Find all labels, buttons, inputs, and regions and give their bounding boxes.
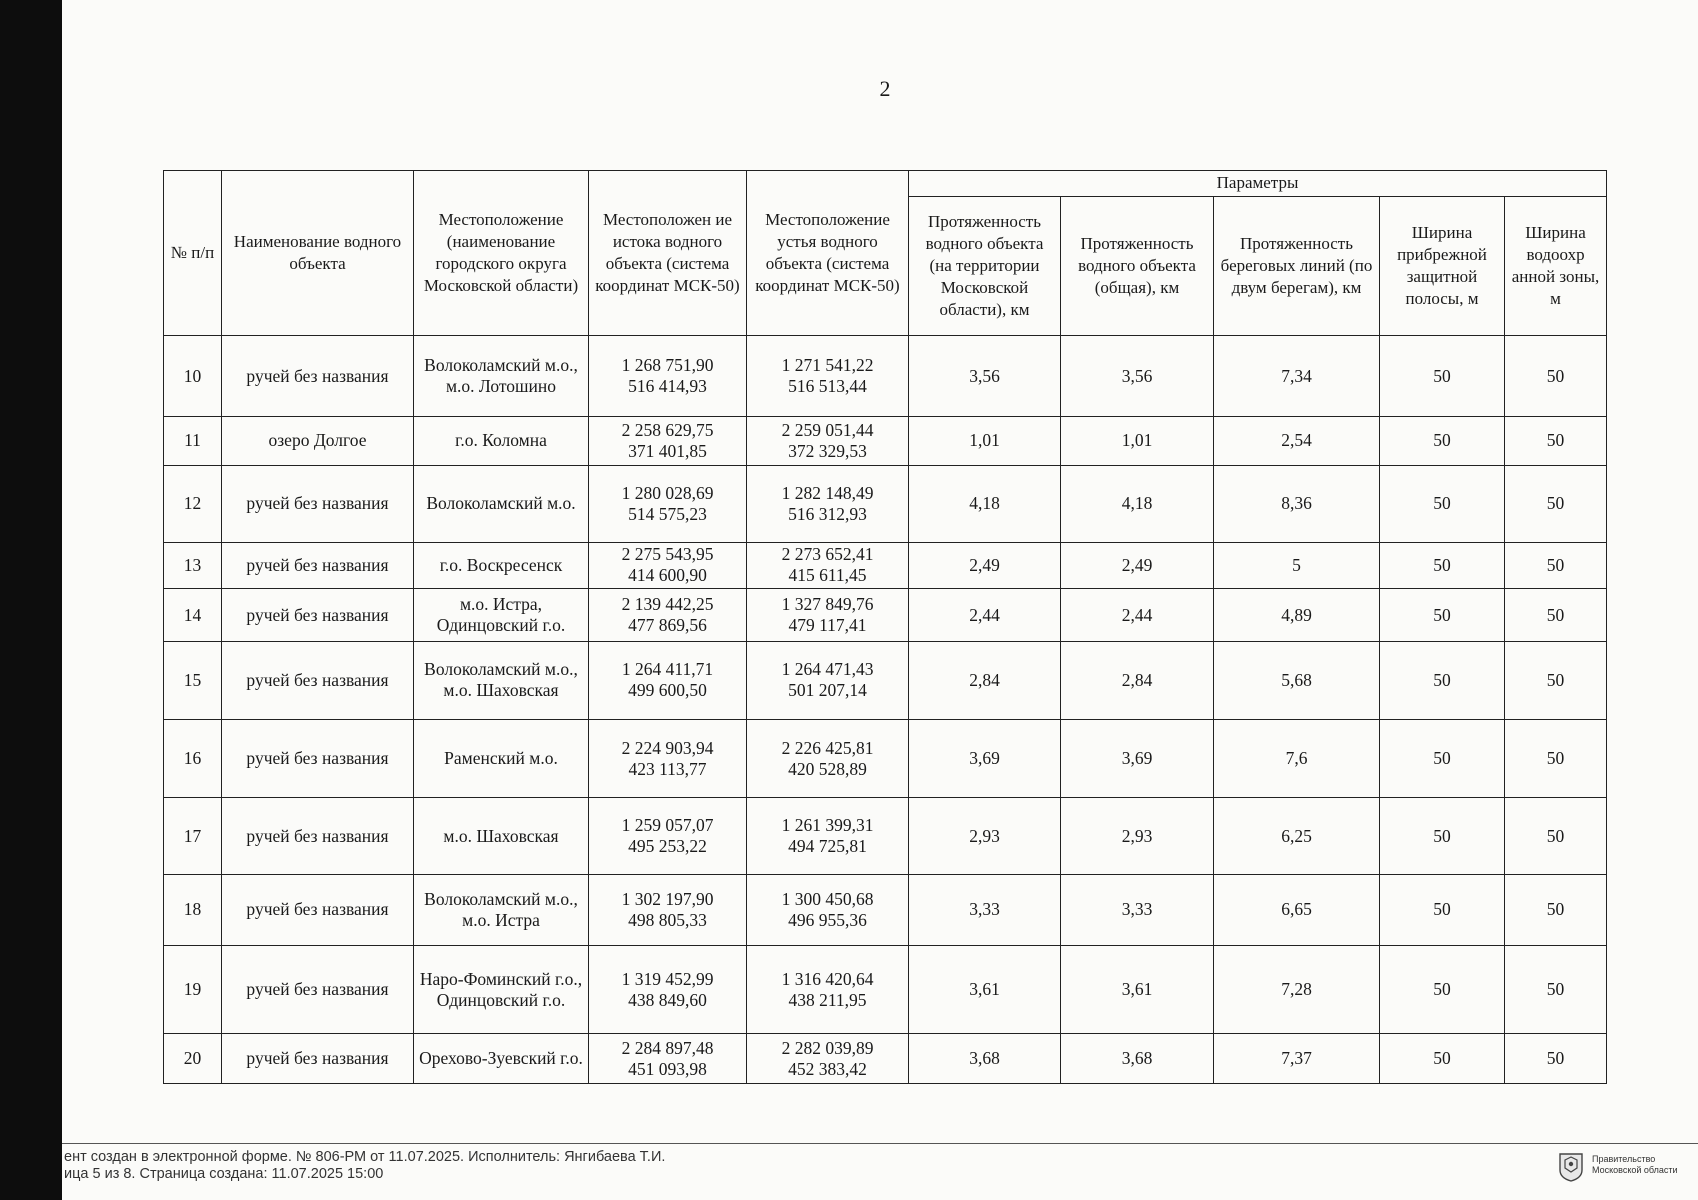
row-mouth-x: 1 327 849,76 [781,594,874,615]
row-source-x: 1 259 057,07 [621,815,714,836]
row-mouth [747,589,909,642]
water-objects-table [163,170,1607,1084]
row-mouth-x: 2 273 652,41 [781,544,874,565]
row-strip: 50 [1380,542,1505,588]
row-mouth-x: 2 282 039,89 [781,1037,874,1058]
header-location: Местоположение (наименование городского округа Московской области) [414,171,589,336]
table-row [164,417,1607,466]
row-mouth-y: 494 725,81 [788,836,867,857]
row-shore: 4,89 [1214,589,1380,642]
row-zone: 50 [1505,1034,1607,1084]
row-location: м.о. Шаховская [414,798,589,875]
row-name: ручей без названия [222,719,414,797]
row-source-x: 2 258 629,75 [621,419,714,440]
row-source-x: 2 284 897,48 [621,1037,714,1058]
table-row [164,589,1607,642]
row-strip: 50 [1380,875,1505,946]
row-mouth-x: 1 271 541,22 [781,355,874,376]
row-zone: 50 [1505,719,1607,797]
row-mouth-y: 438 211,95 [788,989,867,1010]
table-row [164,798,1607,875]
row-zone: 50 [1505,945,1607,1034]
table-row [164,465,1607,542]
row-length-total: 1,01 [1061,417,1214,466]
row-source-x: 1 264 411,71 [621,659,714,680]
row-length-total: 3,68 [1061,1034,1214,1084]
row-mouth-y: 501 207,14 [788,680,867,701]
row-length-mo: 2,93 [909,798,1061,875]
row-zone: 50 [1505,417,1607,466]
row-location: г.о. Воскресенск [414,542,589,588]
header-shore-length: Протяженность береговых линий (по двум берегам), км [1214,197,1380,336]
row-mouth-y: 479 117,41 [788,615,867,636]
row-source-y: 414 600,90 [628,565,707,586]
row-shore: 8,36 [1214,465,1380,542]
row-mouth-y: 496 955,36 [788,909,867,930]
row-source-y: 423 113,77 [628,758,707,779]
row-num: 12 [164,465,222,542]
row-source-y: 438 849,60 [628,989,707,1010]
row-num: 13 [164,542,222,588]
header-num: № п/п [164,171,222,336]
row-source [589,798,747,875]
row-source-x: 1 302 197,90 [621,888,714,909]
row-source-x: 1 319 452,99 [621,968,714,989]
row-length-mo: 3,56 [909,336,1061,417]
row-source-y: 477 869,56 [628,615,707,636]
row-location: Раменский м.о. [414,719,589,797]
header-mouth: Местоположение устья водного объекта (система координат МСК-50) [747,171,909,336]
row-name: озеро Долгое [222,417,414,466]
row-source [589,641,747,719]
row-name: ручей без названия [222,589,414,642]
row-zone: 50 [1505,336,1607,417]
row-mouth [747,417,909,466]
row-location: Волоколамский м.о., м.о. Шаховская [414,641,589,719]
row-length-total: 3,56 [1061,336,1214,417]
row-name: ручей без названия [222,641,414,719]
row-source-y: 498 805,33 [628,909,707,930]
table-row [164,945,1607,1034]
footer-divider [62,1143,1698,1144]
row-source-y: 495 253,22 [628,836,707,857]
row-mouth [747,798,909,875]
row-location: Наро-Фоминский г.о., Одинцовский г.о. [414,945,589,1034]
row-name: ручей без названия [222,1034,414,1084]
row-strip: 50 [1380,1034,1505,1084]
row-mouth [747,875,909,946]
row-strip: 50 [1380,417,1505,466]
row-num: 16 [164,719,222,797]
row-mouth [747,945,909,1034]
row-strip: 50 [1380,798,1505,875]
row-source [589,1034,747,1084]
scan-left-edge [0,0,62,1200]
row-shore: 7,6 [1214,719,1380,797]
row-length-total: 2,93 [1061,798,1214,875]
row-strip: 50 [1380,641,1505,719]
org-label: Правительство Московской области [1592,1154,1678,1175]
row-source [589,945,747,1034]
row-zone: 50 [1505,589,1607,642]
row-length-total: 3,69 [1061,719,1214,797]
row-location: Орехово-Зуевский г.о. [414,1034,589,1084]
row-mouth-y: 452 383,42 [788,1058,867,1079]
row-length-mo: 2,49 [909,542,1061,588]
footer-line-1: ент создан в электронной форме. № 806-РМ от 11.07.2025. Исполнитель: Янгибаева Т.И. [64,1149,666,1165]
row-length-total: 2,44 [1061,589,1214,642]
row-strip: 50 [1380,719,1505,797]
row-shore: 7,37 [1214,1034,1380,1084]
row-mouth [747,1034,909,1084]
row-mouth [747,719,909,797]
row-num: 10 [164,336,222,417]
header-source: Местоположен ие истока водного объекта (система координат МСК-50) [589,171,747,336]
row-source-x: 2 224 903,94 [621,737,714,758]
row-source-y: 516 414,93 [628,376,707,397]
moscow-oblast-emblem-icon [1558,1152,1584,1182]
row-mouth [747,641,909,719]
table-row [164,719,1607,797]
header-coastal-strip: Ширина прибрежной защитной полосы, м [1380,197,1505,336]
row-name: ручей без названия [222,542,414,588]
row-strip: 50 [1380,465,1505,542]
row-mouth-x: 1 316 420,64 [781,968,874,989]
row-mouth-y: 372 329,53 [788,440,867,461]
table-row [164,875,1607,946]
row-zone: 50 [1505,641,1607,719]
row-length-total: 2,49 [1061,542,1214,588]
header-length-total: Протяженность водного объекта (общая), км [1061,197,1214,336]
row-mouth-x: 1 300 450,68 [781,888,874,909]
row-source [589,336,747,417]
row-mouth [747,465,909,542]
row-location: Волоколамский м.о., м.о. Истра [414,875,589,946]
footer-line-2: ица 5 из 8. Страница создана: 11.07.2025 15:00 [64,1166,384,1182]
row-shore: 7,34 [1214,336,1380,417]
row-name: ручей без названия [222,336,414,417]
row-mouth-y: 420 528,89 [788,758,867,779]
row-strip: 50 [1380,336,1505,417]
row-name: ручей без названия [222,798,414,875]
header-params: Параметры [909,171,1607,197]
row-shore: 6,65 [1214,875,1380,946]
header-protection-zone: Ширина водоохр анной зоны, м [1505,197,1607,336]
row-length-mo: 1,01 [909,417,1061,466]
row-mouth-x: 1 264 471,43 [781,659,874,680]
row-mouth [747,336,909,417]
row-num: 19 [164,945,222,1034]
table-row [164,641,1607,719]
row-zone: 50 [1505,465,1607,542]
row-shore: 5,68 [1214,641,1380,719]
row-num: 18 [164,875,222,946]
row-source [589,465,747,542]
row-location: Волоколамский м.о., м.о. Лотошино [414,336,589,417]
row-length-mo: 3,68 [909,1034,1061,1084]
row-shore: 5 [1214,542,1380,588]
row-mouth-y: 516 513,44 [788,376,867,397]
row-source [589,589,747,642]
row-length-mo: 2,84 [909,641,1061,719]
row-mouth-x: 1 261 399,31 [781,815,874,836]
header-length-mo: Протяженность водного объекта (на территории Московской области), км [909,197,1061,336]
table-row [164,1034,1607,1084]
row-strip: 50 [1380,589,1505,642]
row-shore: 6,25 [1214,798,1380,875]
row-length-total: 3,33 [1061,875,1214,946]
row-location: г.о. Коломна [414,417,589,466]
row-name: ручей без названия [222,945,414,1034]
row-shore: 2,54 [1214,417,1380,466]
row-num: 17 [164,798,222,875]
row-strip: 50 [1380,945,1505,1034]
row-source [589,542,747,588]
table-row [164,336,1607,417]
row-zone: 50 [1505,542,1607,588]
row-length-mo: 3,33 [909,875,1061,946]
row-num: 15 [164,641,222,719]
row-source-y: 371 401,85 [628,440,707,461]
row-shore: 7,28 [1214,945,1380,1034]
row-length-mo: 3,69 [909,719,1061,797]
row-length-mo: 3,61 [909,945,1061,1034]
row-length-total: 3,61 [1061,945,1214,1034]
row-source [589,875,747,946]
row-source-x: 1 268 751,90 [621,355,714,376]
table-row [164,542,1607,588]
row-mouth-x: 1 282 148,49 [781,482,874,503]
row-source-y: 451 093,98 [628,1058,707,1079]
row-source [589,719,747,797]
row-num: 11 [164,417,222,466]
row-num: 20 [164,1034,222,1084]
row-source-x: 2 275 543,95 [621,544,714,565]
footer-meta [64,1149,665,1183]
row-source-y: 499 600,50 [628,680,707,701]
row-mouth-x: 2 226 425,81 [781,737,874,758]
row-location: Волоколамский м.о. [414,465,589,542]
row-name: ручей без названия [222,875,414,946]
row-source-x: 1 280 028,69 [621,482,714,503]
row-length-total: 2,84 [1061,641,1214,719]
row-mouth-x: 2 259 051,44 [781,419,874,440]
row-name: ручей без названия [222,465,414,542]
row-zone: 50 [1505,798,1607,875]
row-source-y: 514 575,23 [628,503,707,524]
header-name: Наименование водного объекта [222,171,414,336]
row-mouth-y: 415 611,45 [788,565,867,586]
row-zone: 50 [1505,875,1607,946]
row-mouth [747,542,909,588]
row-source-x: 2 139 442,25 [621,594,714,615]
row-mouth-y: 516 312,93 [788,503,867,524]
row-source [589,417,747,466]
row-num: 14 [164,589,222,642]
page-number: 2 [879,76,891,101]
row-location: м.о. Истра, Одинцовский г.о. [414,589,589,642]
row-length-mo: 2,44 [909,589,1061,642]
row-length-mo: 4,18 [909,465,1061,542]
row-length-total: 4,18 [1061,465,1214,542]
